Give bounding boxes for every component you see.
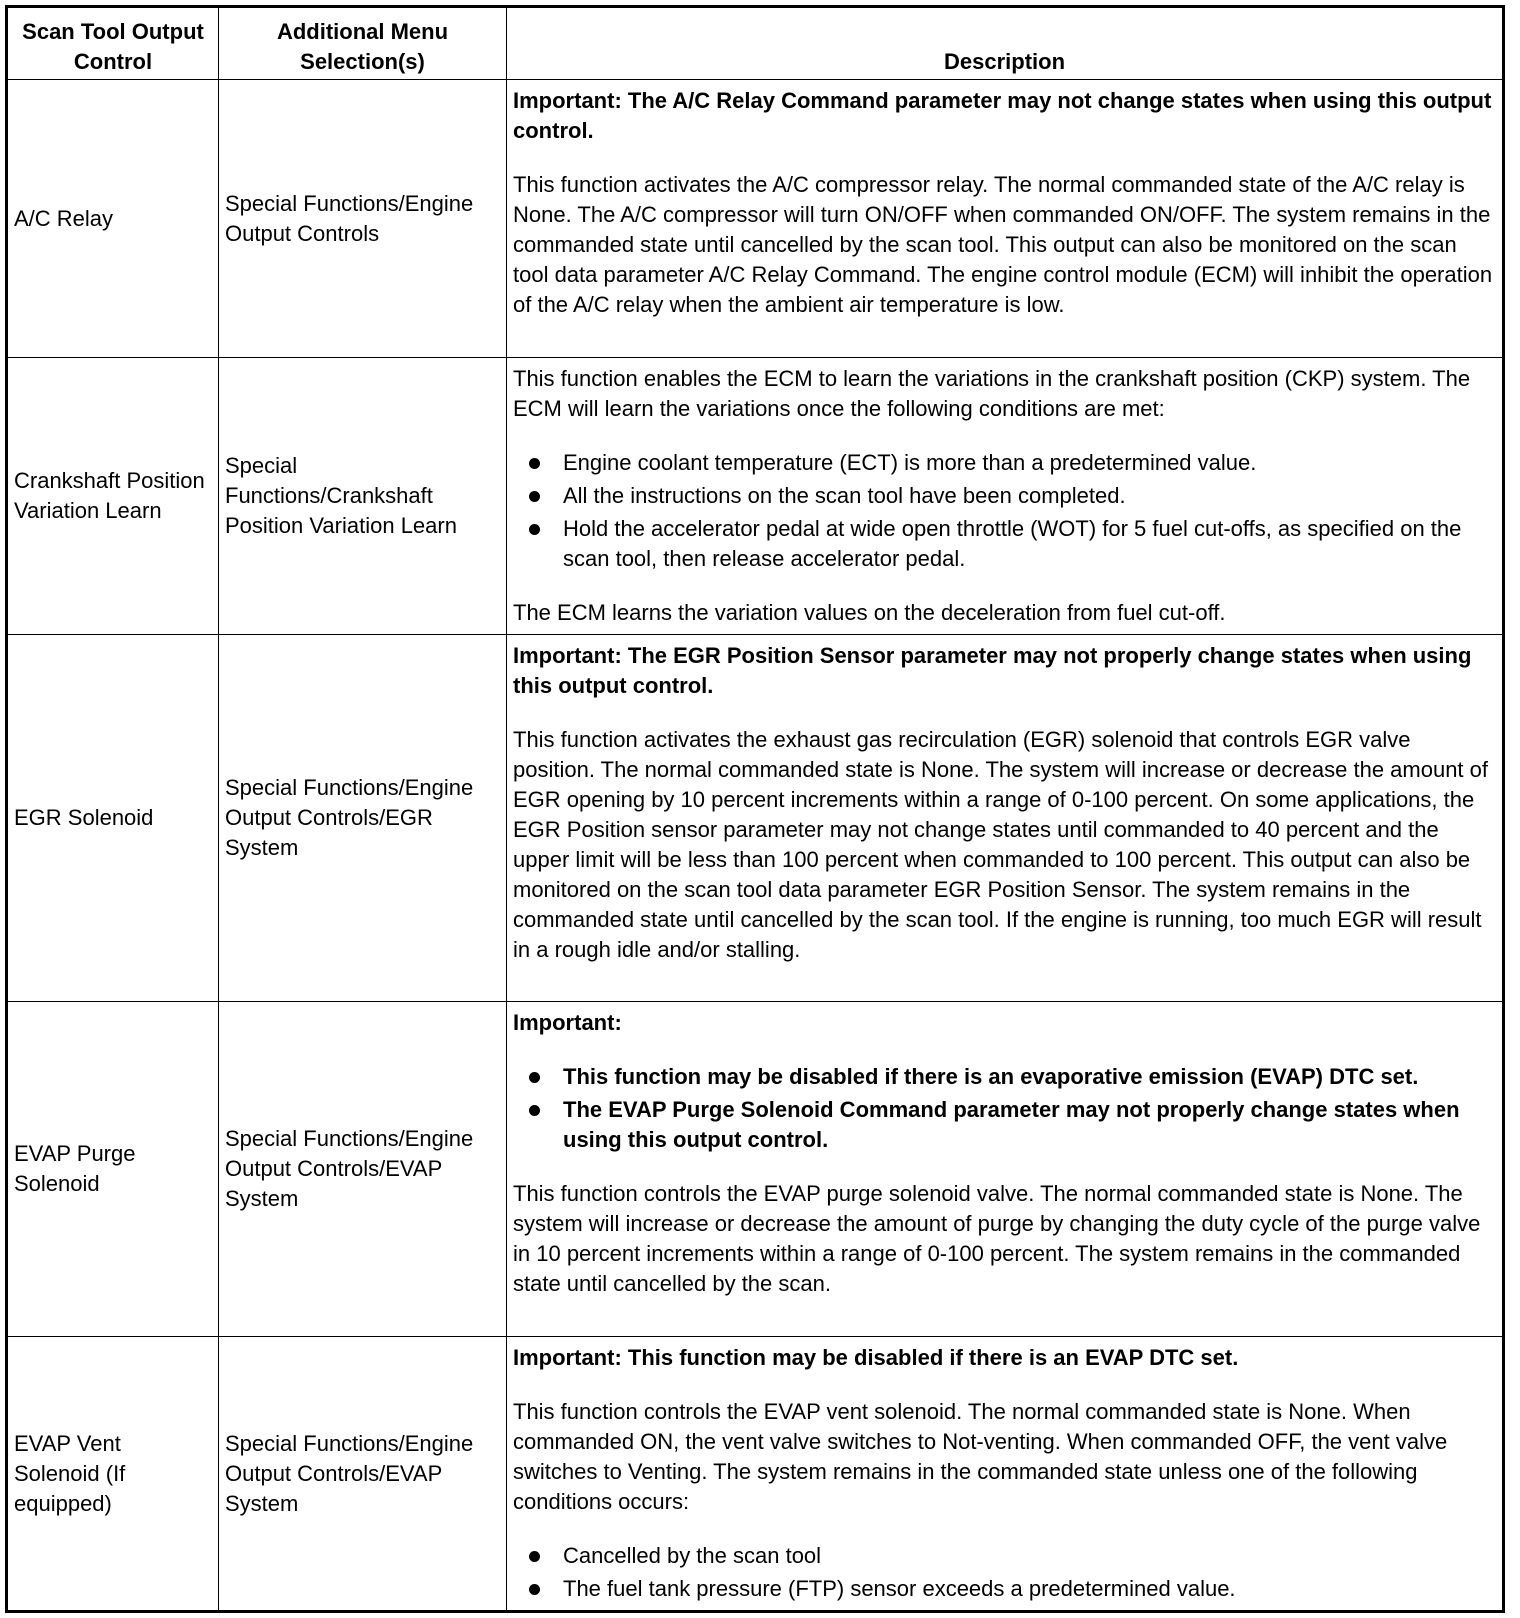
description-text: This function controls the EVAP purge solenoid valve. The normal commanded state is None. The system will increase or decrease the amount of purge by changing the duty cycle of the purge valve in 10 percent increments within a range of 0-100 percent. The system remains in the commanded state until cancelled by the scan. [513, 1181, 1481, 1296]
table-row [7, 1337, 1504, 1612]
description-text: This function controls the EVAP vent solenoid. The normal commanded state is None. When commanded ON, the vent valve switches to Not-venting. When commanded OFF, the vent valve switches to Venting. The system remains in the commanded state unless one of the following conditions occurs: [513, 1399, 1448, 1514]
header-control: Scan Tool Output Control [7, 7, 219, 80]
header-description: Description [507, 7, 1504, 80]
list-item: Cancelled by the scan tool [563, 1541, 1496, 1571]
description-cell [507, 1002, 1504, 1337]
description-text: This function activates the A/C compressor relay. The normal commanded state of the A/C relay is None. The A/C compressor will turn ON/OFF when commanded ON/OFF. The system remains in the commanded state until cancelled by the scan tool. This output can also be monitored on the scan tool data parameter A/C Relay Command. The engine control module (ECM) will inhibit the operation of the A/C relay when the ambient air temperature is low. [513, 172, 1493, 317]
bullet-list [513, 1541, 1496, 1604]
important-note: Important: The EGR Position Sensor parameter may not properly change states when using this output control. [513, 643, 1472, 698]
bullet-list [513, 448, 1496, 574]
menu-cell: Special Functions/Engine Output Controls/EVAP System [219, 1337, 507, 1612]
table-row [7, 1002, 1504, 1337]
header-row [7, 7, 1504, 80]
list-item: This function may be disabled if there is an evaporative emission (EVAP) DTC set. [563, 1062, 1496, 1092]
control-cell: EVAP Purge Solenoid [7, 1002, 219, 1337]
control-cell: EGR Solenoid [7, 635, 219, 1002]
list-item: All the instructions on the scan tool have been completed. [563, 481, 1496, 511]
description-cell [507, 635, 1504, 1002]
description-cell [507, 358, 1504, 635]
description-cell [507, 1337, 1504, 1612]
list-item: The fuel tank pressure (FTP) sensor exceeds a predetermined value. [563, 1574, 1496, 1604]
important-bullet-list [513, 1062, 1496, 1155]
table-row [7, 358, 1504, 635]
output-controls-table [5, 5, 1505, 1613]
list-item: The EVAP Purge Solenoid Command parameter may not properly change states when using this output control. [563, 1095, 1496, 1155]
menu-cell: Special Functions/Engine Output Controls/EGR System [219, 635, 507, 1002]
table-row [7, 80, 1504, 358]
description-text: This function enables the ECM to learn the variations in the crankshaft position (CKP) system. The ECM will learn the variations once the following conditions are met: [513, 366, 1471, 421]
description-text: This function activates the exhaust gas recirculation (EGR) solenoid that controls EGR valve position. The normal commanded state is None. The system will increase or decrease the amount of EGR opening by 10 percent increments within a range of 0-100 percent. On some applications, the EGR Position sensor parameter may not change states until commanded to 40 percent and the upper limit will be less than 100 percent when commanded to 100 percent. This output can also be monitored on the scan tool data parameter EGR Position Sensor. The system remains in the commanded state until cancelled by the scan tool. If the engine is running, too much EGR will result in a rough idle and/or stalling. [513, 727, 1489, 962]
list-item: Engine coolant temperature (ECT) is more than a predetermined value. [563, 448, 1496, 478]
control-cell: EVAP Vent Solenoid (If equipped) [7, 1337, 219, 1612]
control-cell: A/C Relay [7, 80, 219, 358]
control-cell: Crankshaft Position Variation Learn [7, 358, 219, 635]
table-row [7, 635, 1504, 1002]
description-cell [507, 80, 1504, 358]
list-item: Hold the accelerator pedal at wide open throttle (WOT) for 5 fuel cut-offs, as specified on the scan tool, then release accelerator pedal. [563, 514, 1496, 574]
menu-cell: Special Functions/Crankshaft Position Variation Learn [219, 358, 507, 635]
important-note: Important: This function may be disabled if there is an EVAP DTC set. [513, 1345, 1239, 1370]
important-note: Important: [513, 1010, 622, 1035]
description-text: The ECM learns the variation values on the deceleration from fuel cut-off. [513, 600, 1226, 625]
important-note: Important: The A/C Relay Command parameter may not change states when using this output control. [513, 88, 1492, 143]
menu-cell: Special Functions/Engine Output Controls [219, 80, 507, 358]
menu-cell: Special Functions/Engine Output Controls/EVAP System [219, 1002, 507, 1337]
header-menu: Additional Menu Selection(s) [219, 7, 507, 80]
